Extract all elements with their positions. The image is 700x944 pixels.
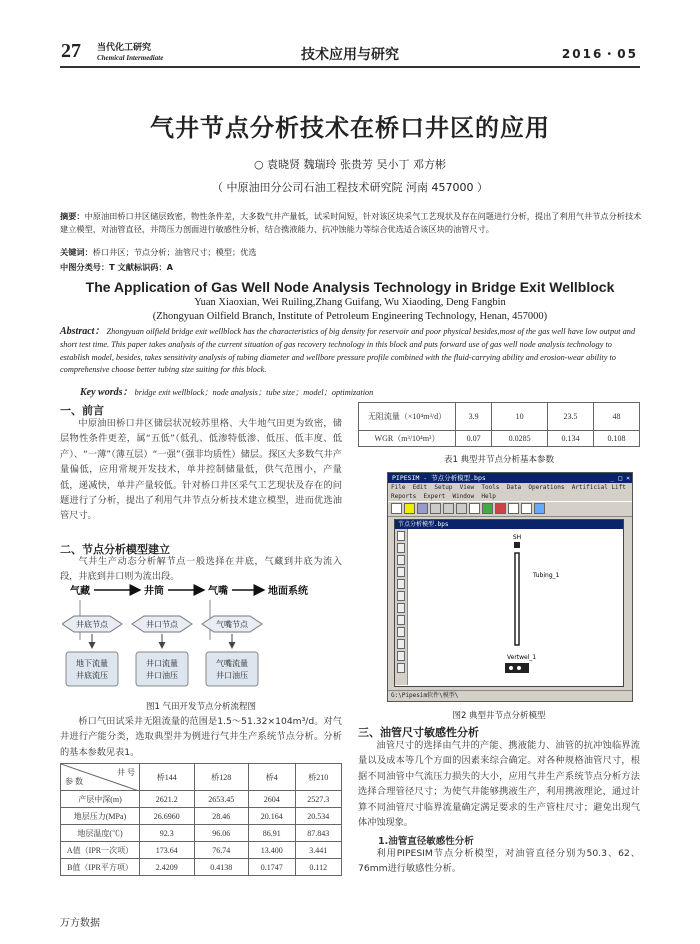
model-window-title: 节点分析模型.bps — [398, 521, 449, 528]
magazine-name-cn: 当代化工研究 — [97, 43, 152, 53]
table-cell: 0.112 — [295, 859, 341, 876]
table-cell: 76.74 — [194, 842, 249, 859]
table-well-header: 桥144 — [140, 764, 195, 791]
authors-en: Yuan Xiaoxian, Wei Ruiling,Zhang Guifang, Wu Xiaoding, Deng Fangbin — [194, 297, 506, 308]
tubing-icon[interactable] — [515, 553, 519, 645]
palette-separator-icon[interactable] — [397, 615, 405, 625]
toolbar-stop-icon[interactable] — [495, 503, 506, 514]
table-cell: 0.4138 — [194, 859, 249, 876]
table-cell: 3.9 — [456, 403, 492, 431]
table-cell: 2.4209 — [140, 859, 195, 876]
status-path: G:\Pipesim软件\模型\ — [391, 692, 459, 699]
pipesim-title: PIPESIM - 节点分析模型.bps — [392, 474, 486, 482]
table-row — [61, 842, 342, 859]
table-cell: 2527.3 — [295, 791, 341, 808]
section-1-heading: 一、前言 — [60, 404, 104, 417]
page-number: 27 — [61, 40, 81, 62]
section-title: 技术应用与研究 — [301, 47, 399, 63]
pipesim-titlebar — [388, 473, 632, 483]
toolbar-zoom-icon[interactable] — [508, 503, 519, 514]
table-cell: 0.1747 — [249, 859, 295, 876]
figure-1-caption: 图1 气田开发节点分析流程图 — [145, 702, 257, 712]
result-text-choke-2: 井口油压 — [216, 671, 248, 680]
result-box-bottomhole — [66, 652, 118, 686]
toolbar-print-icon[interactable] — [469, 503, 480, 514]
menu-item-setup[interactable]: Setup — [434, 484, 453, 491]
abstract-en-label: Abstract： — [60, 326, 105, 337]
flow-label-surface: 地面系统 — [268, 586, 308, 597]
pipesim-model-window — [394, 519, 624, 687]
menu-item-artificial-lift[interactable]: Artificial Lift — [571, 484, 626, 491]
table-cell: 3.441 — [295, 842, 341, 859]
table-cell: 87.843 — [295, 825, 341, 842]
menu-item-reports[interactable]: Reports — [391, 493, 417, 500]
menu-item-edit[interactable]: Edit — [412, 484, 428, 491]
keywords-cn — [60, 247, 642, 258]
table-cell: 92.3 — [140, 825, 195, 842]
toolbar-help-icon[interactable] — [534, 503, 545, 514]
article-title-cn: 气井节点分析技术在桥口井区的应用 — [150, 114, 550, 142]
node-label-bottomhole: 井底节点 — [76, 620, 108, 629]
palette-heat-icon[interactable] — [397, 651, 405, 661]
table-cell: 0.108 — [593, 431, 639, 447]
table-cell: 2604 — [249, 791, 295, 808]
flow-label-reservoir: 气藏 — [70, 586, 90, 597]
palette-node-icon[interactable] — [397, 591, 405, 601]
table-row — [61, 859, 342, 876]
node-label-wellhead: 井口节点 — [146, 620, 178, 629]
toolbar-cut-icon[interactable] — [430, 503, 441, 514]
table-row-label: B值（IPR平方项） — [61, 859, 140, 876]
pipesim-menubar — [388, 483, 632, 492]
table-cell: 0.07 — [456, 431, 492, 447]
abstract-label: 摘要： — [60, 211, 85, 221]
palette-pump-icon[interactable] — [397, 627, 405, 637]
palette-sink-icon[interactable] — [397, 555, 405, 565]
magazine-name-en: Chemical Intermediate — [97, 54, 164, 62]
palette-well-icon[interactable] — [397, 567, 405, 577]
menu-item-expert[interactable]: Expert — [423, 493, 446, 500]
header-divider — [60, 66, 640, 68]
result-text-wellhead-2: 井口油压 — [146, 671, 178, 680]
toolbar-open-icon[interactable] — [404, 503, 415, 514]
palette-source-icon[interactable] — [397, 543, 405, 553]
table-1-caption: 表1 典型井节点分析基本参数 — [443, 455, 555, 465]
pipesim-window — [387, 472, 633, 702]
table-cell: 20.164 — [249, 808, 295, 825]
table-corner-bottom: 参 数 — [65, 777, 83, 786]
section-3-1-heading: 1.油管直径敏感性分析 — [378, 836, 474, 847]
keywords-en-label: Key words： — [80, 387, 133, 398]
result-box-choke — [206, 652, 258, 686]
menu-item-operations[interactable]: Operations — [528, 484, 565, 491]
section-3-1-body — [358, 846, 640, 877]
table-well-header: 桥210 — [295, 764, 341, 791]
flow-label-wellbore: 井筒 — [144, 586, 164, 597]
figure-2-caption: 图2 典型井节点分析模型 — [452, 711, 546, 721]
table-cell: 2653.45 — [194, 791, 249, 808]
window-controls-icon[interactable]: _ □ × — [610, 474, 630, 482]
menu-item-data[interactable]: Data — [506, 484, 522, 491]
table-row — [359, 431, 640, 447]
keywords-en — [80, 383, 640, 398]
issue-label: 2016・05 — [561, 47, 638, 61]
classification: 中图分类号：T 文献标识码：A — [60, 262, 174, 272]
table-row — [61, 808, 342, 825]
table-cell: 13.400 — [249, 842, 295, 859]
table-row — [359, 403, 640, 431]
table-row-label: A值（IPR一次项） — [61, 842, 140, 859]
table-row-label: 地层温度(℃) — [61, 825, 140, 842]
menu-item-window[interactable]: Window — [452, 493, 475, 500]
menu-item-help[interactable]: Help — [481, 493, 496, 500]
model-canvas[interactable] — [407, 529, 623, 685]
section-3-body — [358, 738, 640, 830]
toolbar-copy-icon[interactable] — [443, 503, 454, 514]
section-1-body — [60, 416, 342, 524]
section-1-paragraph: 中原油田桥口井区储层状况较苏里格、大牛地气田更为致密，储层物性条件更差，属“五低”（低孔、低渗特低渗、低压、低丰度、低产）、“一薄”（薄互层）“一强”（强非均质性）储层。探区大多数气井产量偏低，应用常规开发技术，单井控制储量低，供气范围小，产量低，递减快，单井产量较低。针对桥口井区采气工艺现状及存在的问题进行了分析，提出了利用气井节点分析技术建立模型，进而优选油管尺寸。 — [60, 418, 342, 522]
affiliation-en: (Zhongyuan Oilfield Branch, Institute of Petroleum Engineering Technology, Henan, 457000) — [152, 311, 548, 322]
table-cell: 48 — [593, 403, 639, 431]
palette-choke-icon[interactable] — [397, 603, 405, 613]
table-1-part-b — [358, 402, 640, 447]
table-row — [61, 791, 342, 808]
abstract-text: 中原油田桥口井区储层致密，物性条件差，大多数气井产量低，试采时间短，针对该区块采气工艺现状及存在问题进行分析，提出了利用气井节点分析技术建立模型，对油管直径，井筒压力剖面进行敏感性分析，结合携液能力、抗冲蚀能力等综合优选适合该区块的油管尺寸。 — [60, 211, 642, 234]
table-cell: 2621.2 — [140, 791, 195, 808]
node-label-choke: 气嘴节点 — [216, 620, 248, 629]
table-cell: 0.0285 — [492, 431, 548, 447]
table-well-header: 桥4 — [249, 764, 295, 791]
table-cell: 23.5 — [547, 403, 593, 431]
table-cell: 10 — [492, 403, 548, 431]
section-2-paragraph: 气井生产动态分析解节点一般选择在井底，气藏到井底为流入段，井底到井口则为流出段。 — [60, 556, 342, 583]
keywords-text: 桥口井区；节点分析；油管尺寸；模型；优选 — [92, 247, 257, 257]
result-text-bottomhole-1: 地下流量 — [76, 659, 108, 668]
model-window-titlebar — [395, 520, 623, 529]
wellhead-node-icon[interactable] — [514, 542, 520, 548]
well-perforation-icon — [509, 666, 513, 670]
palette-select-icon[interactable] — [397, 531, 405, 541]
keywords-label: 关键词： — [60, 247, 93, 257]
section-3-heading: 三、油管尺寸敏感性分析 — [358, 726, 479, 739]
section-3-1-paragraph: 利用PIPESIM节点分析模型，对油管直径分别为50.3、62、76mm进行敏感性分析。 — [358, 848, 640, 875]
toolbar-new-icon[interactable] — [391, 503, 402, 514]
menu-item-file[interactable]: File — [391, 484, 406, 491]
result-text-bottomhole-2: 井底流压 — [76, 671, 108, 680]
authors-cn: ○ 袁晓贤 魏瑞玲 张贵芳 吴小丁 邓方彬 — [253, 158, 447, 171]
table-cell: 26.6960 — [140, 808, 195, 825]
well-label: Vertwel_1 — [507, 654, 537, 661]
table-cell: 86.91 — [249, 825, 295, 842]
paragraph-after-figure-1 — [60, 714, 342, 760]
toolbar-paste-icon[interactable] — [456, 503, 467, 514]
table-well-header: 桥128 — [194, 764, 249, 791]
pipesim-toolbar — [388, 501, 632, 517]
palette-compressor-icon[interactable] — [397, 639, 405, 649]
abstract-en — [60, 326, 643, 377]
section-3-paragraph: 油管尺寸的选择由气井的产能、携液能力、油管的抗冲蚀临界流量以及成本等几个方面的因素来综合确定。对各种规格油管尺寸，根据不同油管中气流压力损失的大小，应用气井生产系统节点分析方法选择合理管径尺寸；为使气井能够携液生产，利用携液理论，通过计算不同油管尺寸临界流量确定满足要求的生产管柱尺寸；避免出现气体冲蚀现象。 — [358, 740, 640, 829]
result-text-choke-1: 气嘴流量 — [216, 659, 248, 668]
toolbar-grid-icon[interactable] — [521, 503, 532, 514]
tubing-label: Tubing_1 — [533, 572, 560, 579]
table-cell: 0.134 — [547, 431, 593, 447]
wellhead-node-label: SH — [512, 534, 522, 541]
result-box-wellhead — [136, 652, 188, 686]
article-title-en: The Application of Gas Well Node Analysis Technology in Bridge Exit Wellblock — [85, 279, 615, 295]
table-1-part-a — [60, 763, 342, 876]
toolbar-save-icon[interactable] — [417, 503, 428, 514]
result-text-wellhead-1: 井口流量 — [146, 659, 178, 668]
well-perforation-icon — [517, 666, 521, 670]
paragraph-after-figure-1-text: 桥口气田试采井无阻流量的范围是1.5～51.32×104m³/d。对气井进行产能分类，选取典型井为例进行气井生产系统节点分析。分析的基本参数见表1。 — [60, 716, 342, 758]
table-cell: 96.06 — [194, 825, 249, 842]
affiliation-cn: （ 中原油田分公司石油工程技术研究院 河南 457000 ） — [212, 181, 488, 194]
footer-source: 万方数据 — [60, 918, 100, 929]
node-analysis-flowchart — [62, 582, 342, 694]
pipesim-menubar-2 — [388, 492, 632, 501]
section-2-body — [60, 554, 342, 585]
section-2-heading: 二、节点分析模型建立 — [60, 543, 170, 556]
abstract-en-text: Zhongyuan oilfield bridge exit wellblock has the characteristics of big density for reservoir and poor physical besides,most of the gas well have low output and short test time. This paper takes analysis of the current situation of gas recovery technology in this block and puts forward use of gas well node analysis technology to establish model, besides, takes sensitivity analysis of tubing diameter and wellbore pressure profile combined with the fluid-carrying ability and erosion-wear ability to comprehensive choose better tubing size suiting for this block. — [60, 327, 636, 375]
table-row-label: 无阻流量（×10⁴m³/d） — [359, 403, 456, 431]
abstract-cn — [60, 210, 642, 235]
keywords-en-text: bridge exit wellblock；node analysis；tube size；model；optimization — [134, 388, 374, 397]
menu-item-tools[interactable]: Tools — [481, 484, 500, 491]
flow-label-choke: 气嘴 — [208, 586, 228, 597]
table-row-label: WGR（m³/10⁴m³） — [359, 431, 456, 447]
palette-report-icon[interactable] — [397, 663, 405, 673]
menu-item-view[interactable]: View — [459, 484, 475, 491]
table-cell: 173.64 — [140, 842, 195, 859]
palette-tubing-icon[interactable] — [397, 579, 405, 589]
table-cell: 20.534 — [295, 808, 341, 825]
table-row-label: 产层中深(m) — [61, 791, 140, 808]
pipesim-statusbar — [388, 690, 633, 701]
toolbar-run-icon[interactable] — [482, 503, 493, 514]
table-row — [61, 825, 342, 842]
table-corner-cell — [61, 764, 140, 791]
table-corner-top: 井 号 — [117, 768, 135, 777]
table-row-label: 地层压力(MPa) — [61, 808, 140, 825]
table-cell: 28.46 — [194, 808, 249, 825]
